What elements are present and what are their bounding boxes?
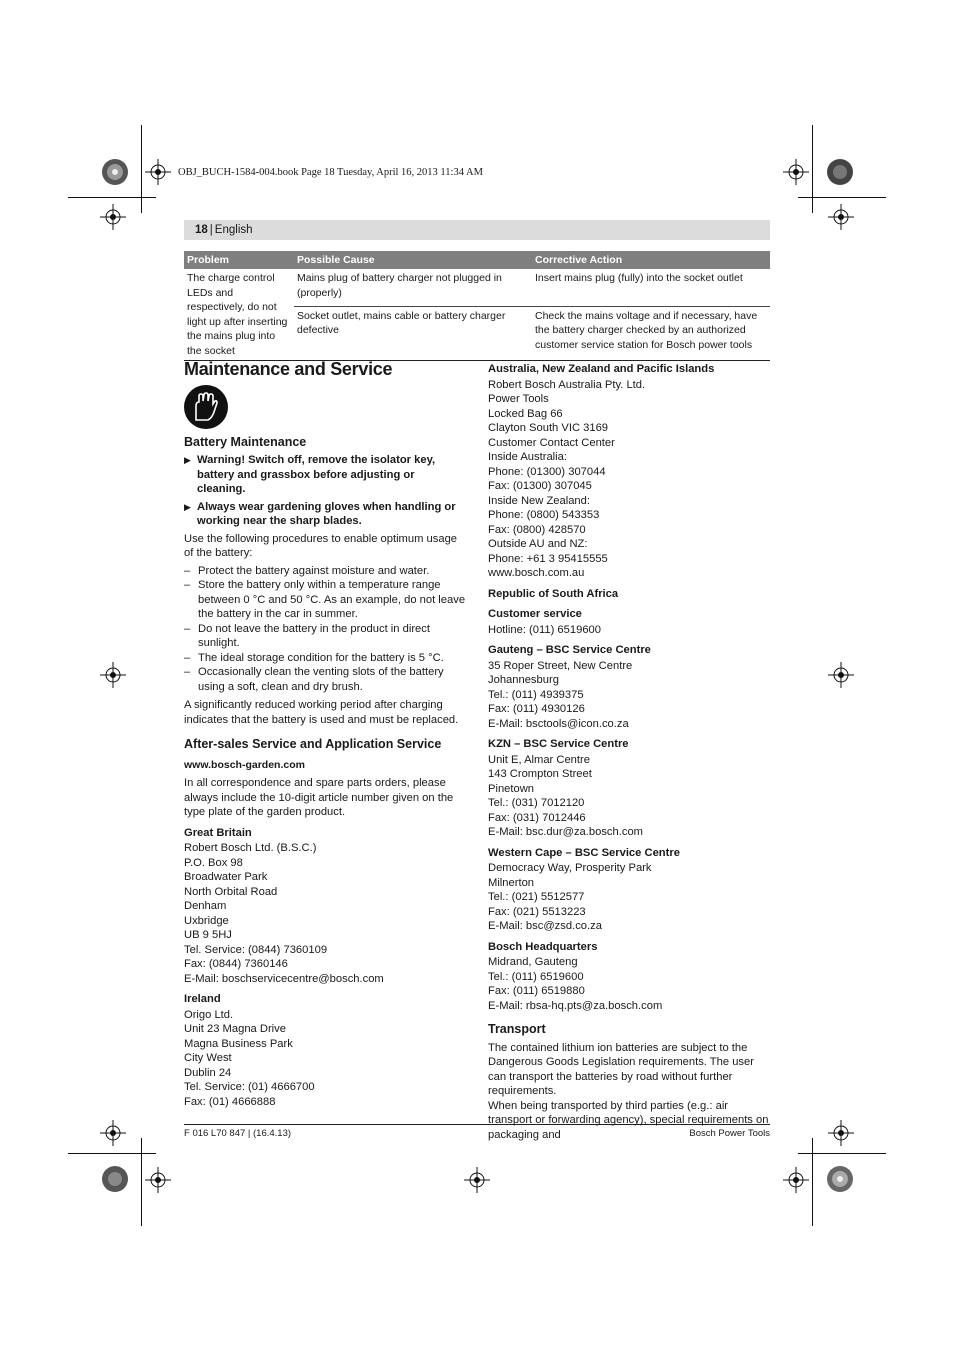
- battery-intro: Use the following procedures to enable optimum usage of the battery:: [184, 532, 458, 559]
- registration-dial-icon: [825, 157, 855, 187]
- transport-paragraph: The contained lithium ion batteries are subject to the Dangerous Goods Legislation requirements. The user can transport the batteries by road without further requirements.: [488, 1041, 754, 1097]
- registration-dial-icon: [100, 1164, 130, 1194]
- customer-service-lines: [488, 623, 770, 638]
- battery-maintenance-heading: Battery Maintenance: [184, 434, 307, 449]
- address-line[interactable]: E-Mail: bsctools@icon.co.za: [488, 717, 629, 730]
- address-line: Phone: (0800) 543353: [488, 509, 600, 521]
- address-line: Milnerton: [488, 876, 535, 889]
- crop-mark: [798, 197, 886, 198]
- address-line: Locked Bag 66: [488, 407, 563, 420]
- right-column: [488, 362, 770, 1145]
- address-line: UB 9 5HJ: [184, 929, 232, 941]
- crosshair-icon: [145, 159, 171, 185]
- list-item: – Store the battery only within a temperature range between 0 °C and 50 °C. As an example, do not leave the battery in the car in summer.: [184, 579, 466, 620]
- kzn-address: [488, 753, 770, 840]
- great-britain-address: [184, 841, 466, 986]
- crosshair-icon: [100, 204, 126, 230]
- column-header: Problem: [184, 251, 294, 269]
- kzn-heading: KZN – BSC Service Centre: [488, 738, 629, 750]
- footer-doc-id: F 016 L70 847 | (16.4.13): [184, 1128, 292, 1139]
- western-cape-heading: Western Cape – BSC Service Centre: [488, 846, 680, 859]
- address-line: Tel.: (011) 4939375: [488, 688, 584, 701]
- crosshair-icon: [464, 1167, 490, 1193]
- address-line: Origo Ltd.: [184, 1008, 234, 1021]
- transport-heading: Transport: [488, 1022, 546, 1036]
- address-line: Denham: [184, 900, 227, 912]
- gloves-icon: [184, 385, 228, 429]
- print-slug: OBJ_BUCH-1584-004.book Page 18 Tuesday, April 16, 2013 11:34 AM: [178, 167, 483, 178]
- address-line: P.O. Box 98: [184, 856, 243, 869]
- column-header: Corrective Action: [532, 251, 770, 269]
- address-line: Clayton South VIC 3169: [488, 422, 609, 434]
- ireland-heading: Ireland: [184, 993, 221, 1005]
- address-line: Tel.: (031) 7012120: [488, 797, 585, 809]
- column-header: Possible Cause: [294, 251, 532, 269]
- footer-brand: Bosch Power Tools: [689, 1128, 770, 1139]
- gauteng-heading: Gauteng – BSC Service Centre: [488, 644, 651, 656]
- troubleshooting-table: [184, 251, 770, 361]
- south-africa-heading: Republic of South Africa: [488, 587, 619, 600]
- crosshair-icon: [145, 1167, 171, 1193]
- address-line: Unit 23 Magna Drive: [184, 1023, 286, 1035]
- list-item-text: The ideal storage condition for the battery is 5 °C.: [198, 651, 444, 664]
- address-line: Fax: (021) 5513223: [488, 905, 586, 918]
- crosshair-icon: [783, 159, 809, 185]
- left-column: [184, 359, 466, 1109]
- address-line: Phone: (01300) 307044: [488, 465, 606, 478]
- address-line: Inside New Zealand:: [488, 494, 590, 507]
- list-item: – Do not leave the battery in the product in direct sunlight.: [184, 622, 466, 651]
- page-header: [184, 220, 770, 240]
- list-item: – The ideal storage condition for the battery is 5 °C.: [184, 651, 444, 664]
- address-line[interactable]: E-Mail: bsc@zsd.co.za: [488, 920, 602, 932]
- page-number: 18: [195, 224, 208, 236]
- address-line: Phone: +61 3 95415555: [488, 552, 608, 565]
- address-line: Johannesburg: [488, 674, 559, 686]
- headquarters-address: [488, 955, 770, 1013]
- bullet-triangle-icon: ▶: [184, 501, 191, 512]
- crosshair-icon: [828, 1120, 854, 1146]
- australia-address: [488, 378, 770, 581]
- after-sales-text: In all correspondence and spare parts orders, please always include the 10-digit article number given on the type plate of the garden product.: [184, 777, 454, 818]
- address-line: Fax: (011) 6519880: [488, 985, 585, 997]
- crosshair-icon: [783, 1167, 809, 1193]
- warning-text: Warning! Switch off, remove the isolator key, battery and grassbox before adjusting or cleaning.: [197, 454, 436, 495]
- registration-dial-icon: [825, 1164, 855, 1194]
- page-footer: [184, 1124, 770, 1139]
- address-line: Uxbridge: [184, 914, 229, 927]
- address-line: Democracy Way, Prosperity Park: [488, 862, 652, 874]
- gauteng-address: [488, 659, 770, 732]
- address-line: Midrand, Gauteng: [488, 956, 578, 968]
- table-cell-action: Check the mains voltage and if necessary, have the battery charger checked by an authorized customer service station for Bosch power tools: [532, 306, 770, 360]
- address-line: Hotline: (011) 6519600: [488, 623, 601, 636]
- after-sales-heading: After-sales Service and Application Service: [184, 737, 442, 751]
- address-line: Fax: (01) 4666888: [184, 1095, 276, 1108]
- crop-mark: [68, 197, 156, 198]
- address-line: Broadwater Park: [184, 871, 268, 883]
- section-title: Maintenance and Service: [184, 359, 393, 379]
- address-line: Magna Business Park: [184, 1037, 293, 1050]
- crop-mark: [812, 125, 813, 213]
- headquarters-heading: Bosch Headquarters: [488, 940, 598, 953]
- crop-mark: [141, 125, 142, 213]
- address-line: North Orbital Road: [184, 885, 278, 898]
- address-line: Tel. Service: (01) 4666700: [184, 1081, 315, 1093]
- list-item: – Occasionally clean the venting slots of the battery using a soft, clean and dry brush.: [184, 665, 466, 694]
- address-line: Fax: (0844) 7360146: [184, 958, 288, 970]
- address-line: Unit E, Almar Centre: [488, 753, 590, 766]
- table-cell-problem: The charge control LEDs and respectively, do not light up after inserting the mains plug into the socket: [184, 269, 294, 361]
- table-cell-cause: Socket outlet, mains cable or battery charger defective: [294, 306, 532, 360]
- address-line: Customer Contact Center: [488, 436, 615, 449]
- address-line: 35 Roper Street, New Centre: [488, 659, 633, 672]
- address-line: Outside AU and NZ:: [488, 538, 588, 550]
- transport-paragraph: When being transported by third parties (e.g.: air transport or forwarding agency), special requirements on packaging and: [488, 1099, 769, 1141]
- battery-tips-list: [184, 564, 466, 695]
- customer-service-heading: Customer service: [488, 608, 582, 620]
- crop-mark: [812, 1138, 813, 1226]
- address-line: Tel. Service: (0844) 7360109: [184, 943, 328, 956]
- registration-dial-icon: [100, 157, 130, 187]
- crosshair-icon: [100, 1120, 126, 1146]
- address-line: Power Tools: [488, 393, 549, 405]
- address-line: Tel.: (021) 5512577: [488, 891, 585, 903]
- ireland-address: [184, 1008, 466, 1110]
- address-line: Dublin 24: [184, 1066, 232, 1079]
- address-line: 143 Crompton Street: [488, 768, 592, 780]
- address-line: Fax: (011) 4930126: [488, 703, 585, 715]
- list-item-text: Store the battery only within a temperature range between 0 °C and 50 °C. As an example, do not leave the battery in the car in summer.: [198, 579, 466, 620]
- list-item-text: Do not leave the battery in the product in direct sunlight.: [198, 622, 430, 649]
- address-line: Robert Bosch Ltd. (B.S.C.): [184, 842, 317, 854]
- australia-heading: Australia, New Zealand and Pacific Islands: [488, 363, 715, 375]
- western-cape-address: [488, 861, 770, 934]
- crosshair-icon: [828, 662, 854, 688]
- crop-mark: [68, 1153, 156, 1154]
- warning-item: [184, 500, 466, 529]
- list-item-text: Occasionally clean the venting slots of the battery using a soft, clean and dry brush.: [198, 666, 444, 693]
- website-link[interactable]: www.bosch-garden.com: [184, 758, 305, 771]
- crosshair-icon: [100, 662, 126, 688]
- address-line[interactable]: E-Mail: bsc.dur@za.bosch.com: [488, 826, 643, 838]
- table-cell-cause: Mains plug of battery charger not plugged in (properly): [294, 269, 532, 306]
- great-britain-heading: Great Britain: [184, 826, 252, 839]
- address-line: Fax: (01300) 307045: [488, 480, 592, 492]
- crop-mark: [798, 1153, 886, 1154]
- address-line[interactable]: E-Mail: rbsa-hq.pts@za.bosch.com: [488, 999, 663, 1012]
- table-row: [184, 269, 770, 306]
- bullet-triangle-icon: ▶: [184, 455, 191, 465]
- warning-item: [184, 453, 466, 497]
- address-line: Robert Bosch Australia Pty. Ltd.: [488, 378, 646, 391]
- warning-text: Always wear gardening gloves when handling or working near the sharp blades.: [197, 500, 456, 527]
- battery-closing: A significantly reduced working period after charging indicates that the battery is used and must be replaced.: [184, 699, 459, 726]
- address-line: Fax: (031) 7012446: [488, 811, 586, 824]
- table-cell-action: Insert mains plug (fully) into the socket outlet: [532, 269, 770, 306]
- header-separator: |: [209, 224, 213, 236]
- address-line[interactable]: www.bosch.com.au: [488, 567, 585, 579]
- address-line[interactable]: E-Mail: boschservicecentre@bosch.com: [184, 972, 384, 985]
- header-language: English: [214, 224, 253, 236]
- address-line: Pinetown: [488, 782, 535, 795]
- address-line: City West: [184, 1052, 232, 1064]
- address-line: Tel.: (011) 6519600: [488, 970, 584, 983]
- list-item: – Protect the battery against moisture and water.: [184, 564, 430, 577]
- crosshair-icon: [828, 204, 854, 230]
- crop-mark: [141, 1138, 142, 1226]
- address-line: Fax: (0800) 428570: [488, 523, 586, 536]
- list-item-text: Protect the battery against moisture and water.: [198, 564, 430, 577]
- address-line: Inside Australia:: [488, 451, 567, 463]
